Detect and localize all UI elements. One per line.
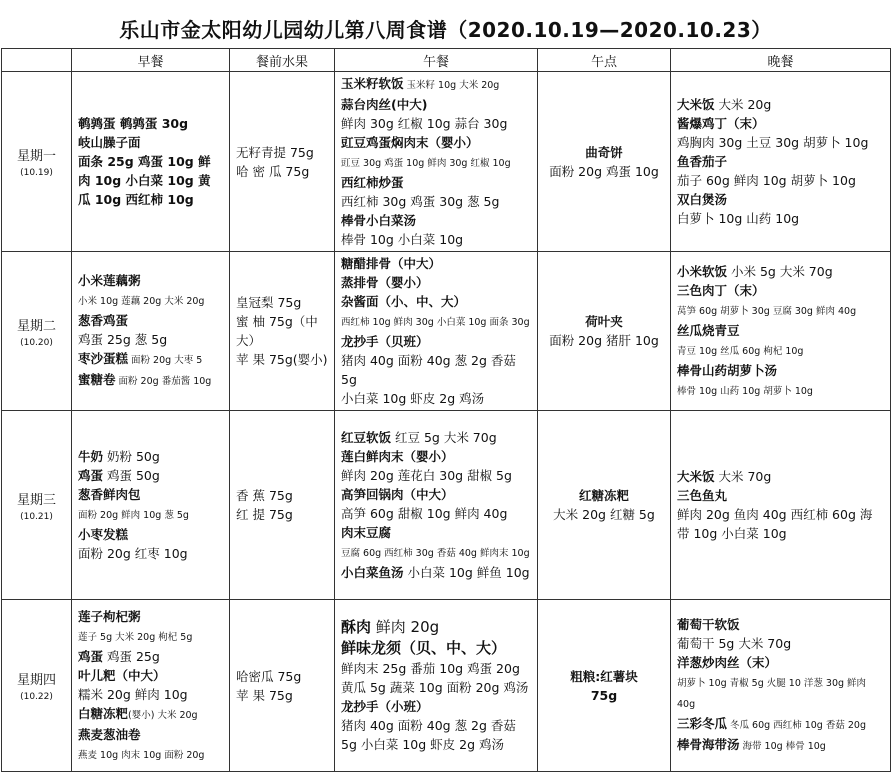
menu-line — [78, 504, 223, 525]
menu-line — [677, 653, 884, 672]
menu-item-text: 荷叶夹 — [585, 314, 623, 329]
breakfast-cell — [72, 252, 230, 411]
menu-line — [677, 735, 884, 756]
menu-line — [341, 659, 531, 697]
fruit-cell — [230, 600, 335, 772]
menu-item-ingredients: 红豆 5g 大米 70g — [391, 430, 497, 445]
header-row — [2, 49, 891, 72]
day-row — [2, 252, 891, 411]
menu-item-text: 燕麦葱油卷 — [78, 726, 141, 742]
menu-item-text: 西红柿 30g 鸡蛋 30g 葱 5g — [341, 194, 500, 209]
menu-line — [677, 95, 884, 114]
menu-item-text: 红豆软饭 — [341, 430, 392, 445]
menu-line — [341, 523, 531, 542]
menu-item-ingredients: 面粉 20g 大枣 5 — [128, 355, 203, 366]
menu-item-text: 燕麦 10g 肉末 10g 面粉 20g — [78, 749, 205, 761]
menu-item-ingredients: (婴小) 大米 20g — [128, 709, 198, 721]
menu-item-text: 豇豆 30g 鸡蛋 10g 鲜肉 30g 红椒 10g — [341, 158, 511, 169]
menu-item-text: 哈 密 瓜 75g — [236, 163, 310, 179]
menu-line — [677, 262, 884, 281]
menu-item-text: 苹 果 75g — [236, 687, 293, 703]
menu-item-text: 青豆 10g 丝瓜 60g 枸杞 10g — [677, 345, 804, 357]
menu-item-text: 小米 10g 莲藕 20g 大米 20g — [78, 296, 205, 307]
menu-item-ingredients: 冬瓜 60g 西红柿 10g 香菇 20g — [727, 720, 866, 731]
menu-item-text: 牛奶 — [78, 449, 104, 464]
day-label: 星期二 — [16, 318, 56, 334]
day-date: (10.20) — [20, 337, 53, 348]
menu-line — [78, 330, 223, 349]
menu-line — [78, 349, 223, 370]
menu-line — [544, 667, 664, 686]
menu-item-text: 哈密瓜 75g — [236, 668, 302, 684]
menu-item-text: 三色鱼丸 — [677, 488, 728, 503]
menu-line — [341, 254, 531, 273]
menu-line — [78, 685, 223, 704]
menu-line — [341, 230, 531, 249]
menu-line — [236, 143, 328, 162]
menu-item-text: 皇冠梨 75g — [236, 295, 302, 310]
menu-item-text: 肉末豆腐 — [341, 525, 392, 540]
menu-item-text: 酥肉 — [341, 618, 372, 636]
menu-item-text: 棒骨海带汤 — [677, 737, 740, 752]
menu-item-text: 面粉 20g 红枣 10g — [78, 546, 188, 561]
menu-item-text: 三色肉丁（末） — [677, 282, 765, 298]
menu-line — [341, 211, 531, 230]
lunch-cell — [335, 411, 538, 600]
menu-item-text: 丝瓜烧青豆 — [677, 322, 740, 338]
menu-line — [677, 467, 884, 486]
day-row — [2, 72, 891, 252]
menu-line — [341, 74, 531, 95]
menu-item-ingredients: 奶粉 50g — [103, 449, 160, 464]
menu-item-text: 葡萄干软饭 — [677, 617, 740, 632]
menu-line — [78, 666, 223, 685]
menu-item-text: 三彩冬瓜 — [677, 716, 728, 731]
menu-line — [341, 273, 531, 292]
menu-line — [677, 321, 884, 340]
menu-item-ingredients: 玉米籽 10g 大米 20g — [403, 80, 500, 91]
menu-item-text: 鲜肉 30g 红椒 10g 蒜台 30g — [341, 116, 508, 131]
menu-item-ingredients: 大米 70g — [714, 469, 772, 484]
menu-item-text: 鸡蛋 — [78, 648, 104, 664]
menu-item-text: 面粉 20g 鲜肉 10g 葱 5g — [78, 510, 189, 521]
day-label: 星期三 — [16, 492, 56, 508]
menu-item-ingredients: 海带 10g 棒骨 10g — [739, 741, 826, 752]
menu-line — [677, 634, 884, 653]
menu-item-text: 玉米籽软饭 — [341, 76, 404, 91]
menu-item-text: 洋葱炒肉丝（末） — [677, 655, 778, 670]
menu-line — [78, 607, 223, 626]
menu-line — [341, 332, 531, 351]
menu-item-text: 鹌鹑蛋 鹌鹑蛋 30g — [78, 116, 189, 131]
menu-item-text: 龙抄手（贝班） — [341, 334, 429, 349]
menu-line — [236, 312, 328, 350]
menu-line — [677, 133, 884, 152]
menu-line — [78, 626, 223, 647]
menu-item-text: 棒骨 10g 小白菜 10g — [341, 232, 464, 247]
menu-item-text: 蒸排骨（婴小） — [341, 275, 429, 290]
menu-item-text: 鱼香茄子 — [677, 154, 728, 169]
menu-line — [544, 312, 664, 331]
day-label: 星期一 — [16, 149, 56, 164]
menu-item-text: 白糖冻粑 — [78, 705, 129, 721]
menu-line — [677, 615, 884, 634]
menu-item-text: 蒜台肉丝(中大) — [341, 97, 428, 112]
menu-item-text: 无籽青提 75g — [236, 144, 314, 160]
dinner-cell — [671, 600, 891, 772]
menu-item-text: 酱爆鸡丁（末） — [677, 116, 765, 131]
menu-line — [78, 485, 223, 504]
menu-line — [78, 647, 223, 666]
menu-item-text: 小米莲藕粥 — [78, 273, 141, 288]
menu-line — [341, 133, 531, 152]
menu-item-text: 莴笋 60g 胡萝卜 30g 豆腐 30g 鲜肉 40g — [677, 305, 857, 317]
menu-line — [78, 370, 223, 391]
snack-cell — [538, 600, 671, 772]
menu-line — [341, 311, 531, 332]
dinner-cell — [671, 72, 891, 252]
day-date: (10.21) — [20, 511, 53, 522]
lunch-cell — [335, 72, 538, 252]
menu-item-text: 岐山臊子面 — [78, 135, 141, 150]
menu-item-text: 小白菜鱼汤 — [341, 565, 404, 580]
menu-item-text: 棒骨 10g 山药 10g 胡萝卜 10g — [677, 385, 813, 397]
menu-line — [236, 505, 328, 524]
menu-line — [341, 152, 531, 173]
menu-line — [78, 311, 223, 330]
fruit-cell — [230, 252, 335, 411]
menu-item-text: 高笋回锅肉（中大） — [341, 487, 454, 502]
breakfast-cell — [72, 72, 230, 252]
menu-item-text: 鲜肉 20g 鱼肉 40g 西红柿 60g 海带 10g 小白菜 10g — [677, 507, 873, 541]
dinner-cell — [671, 411, 891, 600]
breakfast-cell — [72, 411, 230, 600]
menu-item-ingredients: 大米 20g — [714, 97, 772, 112]
menu-item-text: 鸡蛋 25g 葱 5g — [78, 332, 168, 347]
menu-line — [544, 505, 664, 524]
menu-line — [677, 114, 884, 133]
menu-line — [544, 686, 664, 705]
menu-line — [236, 293, 328, 312]
menu-item-text: 小枣发糕 — [78, 527, 129, 542]
menu-line — [544, 486, 664, 505]
menu-line — [78, 152, 223, 209]
menu-line — [236, 486, 328, 505]
header-lunch: 午餐 — [335, 49, 538, 72]
menu-item-ingredients: 鸡蛋 25g — [103, 648, 160, 664]
menu-line — [78, 133, 223, 152]
dinner-cell — [671, 252, 891, 411]
menu-item-text: 葱香鲜肉包 — [78, 487, 141, 502]
menu-line — [78, 544, 223, 563]
menu-line — [677, 152, 884, 171]
menu-item-text: 鲜肉末 25g 番茄 10g 鸡蛋 20g 黄瓜 5g 蔬菜 10g 面粉 20g 鸡汤 — [341, 661, 529, 695]
day-date: (10.22) — [20, 692, 53, 702]
menu-item-ingredients: 面粉 20g 番茄酱 10g — [115, 376, 212, 387]
menu-item-ingredients: 小米 5g 大米 70g — [727, 263, 833, 279]
header-breakfast: 早餐 — [72, 49, 230, 72]
menu-item-text: 大米 20g 红糖 5g — [553, 507, 655, 522]
day-row — [2, 411, 891, 600]
page-title: 乐山市金太阳幼儿园幼儿第八周食谱（2020.10.19—2020.10.23） — [119, 18, 772, 42]
menu-item-text: 龙抄手（小班） — [341, 699, 429, 714]
menu-item-text: 葱香鸡蛋 — [78, 313, 129, 328]
menu-line — [341, 389, 531, 408]
day-label: 星期四 — [16, 673, 56, 688]
menu-line — [544, 162, 664, 181]
menu-item-ingredients: 鲜肉 20g — [371, 618, 440, 636]
menu-line — [677, 209, 884, 228]
menu-line — [78, 271, 223, 290]
header-snack: 午点 — [538, 49, 671, 72]
menu-line — [677, 300, 884, 321]
menu-item-text: 豇豆鸡蛋焖肉末（婴小） — [341, 135, 479, 150]
day-row — [2, 600, 891, 772]
menu-line — [341, 697, 531, 716]
menu-item-text: 葡萄干 5g 大米 70g — [677, 636, 792, 651]
snack-cell — [538, 252, 671, 411]
menu-item-text: 西红柿炒蛋 — [341, 175, 404, 190]
menu-line — [236, 667, 328, 686]
menu-line — [341, 351, 531, 389]
menu-line — [677, 281, 884, 300]
menu-item-text: 红糖冻粑 — [578, 488, 629, 503]
menu-item-text: 叶儿粑（中大） — [78, 667, 166, 683]
menu-item-text: 小米软饭 — [677, 263, 728, 279]
snack-cell — [538, 411, 671, 600]
menu-line — [78, 744, 223, 765]
menu-line — [341, 95, 531, 114]
menu-line — [341, 428, 531, 447]
menu-line — [677, 714, 884, 735]
menu-line — [78, 466, 223, 485]
menu-item-text: 糖醋排骨（中大） — [341, 256, 442, 271]
header-day — [2, 49, 72, 72]
day-date: (10.19) — [20, 168, 53, 178]
menu-item-text: 猪肉 40g 面粉 40g 葱 2g 香菇 5g — [341, 353, 516, 387]
menu-item-text: 莲子枸杞粥 — [78, 608, 141, 624]
menu-line — [341, 716, 531, 754]
menu-line — [341, 638, 531, 659]
menu-item-text: 枣沙蛋糕 — [78, 351, 129, 366]
menu-item-text: 豆腐 60g 西红柿 30g 香菇 40g 鲜肉末 10g — [341, 548, 530, 559]
day-cell — [2, 252, 72, 411]
menu-item-text: 糯米 20g 鲜肉 10g — [78, 686, 188, 702]
menu-line — [677, 672, 884, 714]
fruit-cell — [230, 411, 335, 600]
menu-item-text: 红 提 75g — [236, 507, 293, 522]
menu-line — [78, 114, 223, 133]
menu-line — [677, 486, 884, 505]
menu-item-text: 杂酱面（小、中、大） — [341, 294, 467, 309]
menu-item-text: 香 蕉 75g — [236, 488, 293, 503]
menu-line — [677, 505, 884, 543]
menu-item-text: 鸡胸肉 30g 土豆 30g 胡萝卜 10g — [677, 135, 869, 150]
menu-item-text: 鸡蛋 — [78, 468, 104, 483]
menu-line — [341, 114, 531, 133]
menu-line — [78, 704, 223, 725]
fruit-cell — [230, 72, 335, 252]
menu-item-text: 苹 果 75g(婴小) — [236, 352, 328, 367]
menu-item-text: 粗粮:红薯块 — [570, 668, 638, 684]
menu-line — [341, 466, 531, 485]
menu-item-text: 胡萝卜 10g 青椒 5g 火腿 10 洋葱 30g 鲜肉 40g — [677, 678, 867, 710]
menu-line — [677, 361, 884, 380]
menu-item-ingredients: 鸡蛋 50g — [103, 468, 160, 483]
menu-item-text: 曲奇饼 — [585, 144, 623, 160]
menu-item-text: 75g — [590, 687, 618, 703]
header-dinner: 晚餐 — [671, 49, 891, 72]
menu-line — [341, 504, 531, 523]
menu-item-text: 棒骨山药胡萝卜汤 — [677, 362, 778, 378]
menu-line — [341, 485, 531, 504]
day-cell — [2, 411, 72, 600]
breakfast-cell — [72, 600, 230, 772]
menu-item-text: 大米饭 — [677, 97, 715, 112]
menu-item-text: 蜜糖卷 — [78, 372, 116, 387]
menu-item-text: 茄子 60g 鲜肉 10g 胡萝卜 10g — [677, 173, 856, 188]
menu-item-text: 莲子 5g 大米 20g 枸杞 5g — [78, 631, 193, 643]
menu-line — [677, 340, 884, 361]
menu-line — [78, 525, 223, 544]
menu-item-text: 面粉 20g 猪肝 10g — [549, 333, 659, 348]
menu-line — [236, 686, 328, 705]
menu-table — [1, 48, 891, 772]
menu-item-text: 棒骨小白菜汤 — [341, 213, 417, 228]
menu-item-text: 高笋 60g 甜椒 10g 鲜肉 40g — [341, 506, 508, 521]
menu-line — [341, 292, 531, 311]
menu-item-text: 面条 25g 鸡蛋 10g 鲜肉 10g 小白菜 10g 黄瓜 10g 西红柿 10g — [78, 154, 211, 207]
menu-line — [341, 173, 531, 192]
menu-item-text: 小白菜 10g 虾皮 2g 鸡汤 — [341, 391, 485, 406]
menu-line — [78, 290, 223, 311]
menu-line — [544, 331, 664, 350]
day-cell — [2, 72, 72, 252]
menu-line — [544, 143, 664, 162]
menu-item-text: 双白煲汤 — [677, 192, 728, 207]
menu-line — [78, 447, 223, 466]
menu-line — [341, 563, 531, 582]
menu-line — [236, 350, 328, 369]
menu-line — [341, 447, 531, 466]
menu-item-text: 鲜肉 20g 莲花白 30g 甜椒 5g — [341, 468, 512, 483]
menu-item-text: 猪肉 40g 面粉 40g 葱 2g 香菇 5g 小白菜 10g 虾皮 2g 鸡汤 — [341, 718, 516, 752]
menu-line — [677, 380, 884, 401]
menu-item-text: 大米饭 — [677, 469, 715, 484]
menu-item-text: 蜜 柚 75g（中大） — [236, 314, 318, 348]
header-fruit: 餐前水果 — [230, 49, 335, 72]
menu-item-text: 白萝卜 10g 山药 10g — [677, 211, 800, 226]
snack-cell — [538, 72, 671, 252]
day-cell — [2, 600, 72, 772]
menu-item-text: 西红柿 10g 鲜肉 30g 小白菜 10g 面条 30g — [341, 317, 530, 328]
lunch-cell — [335, 252, 538, 411]
menu-item-ingredients: 小白菜 10g 鲜鱼 10g — [403, 565, 530, 580]
menu-item-text: 莲白鲜肉末（婴小） — [341, 449, 454, 464]
menu-item-text: 鲜味龙须（贝、中、大） — [341, 639, 507, 657]
menu-line — [341, 542, 531, 563]
lunch-cell — [335, 600, 538, 772]
menu-line — [78, 725, 223, 744]
menu-line — [341, 192, 531, 211]
menu-line — [677, 190, 884, 209]
menu-line — [236, 162, 328, 181]
menu-line — [677, 171, 884, 190]
menu-item-text: 面粉 20g 鸡蛋 10g — [549, 163, 659, 179]
menu-line — [341, 617, 531, 638]
